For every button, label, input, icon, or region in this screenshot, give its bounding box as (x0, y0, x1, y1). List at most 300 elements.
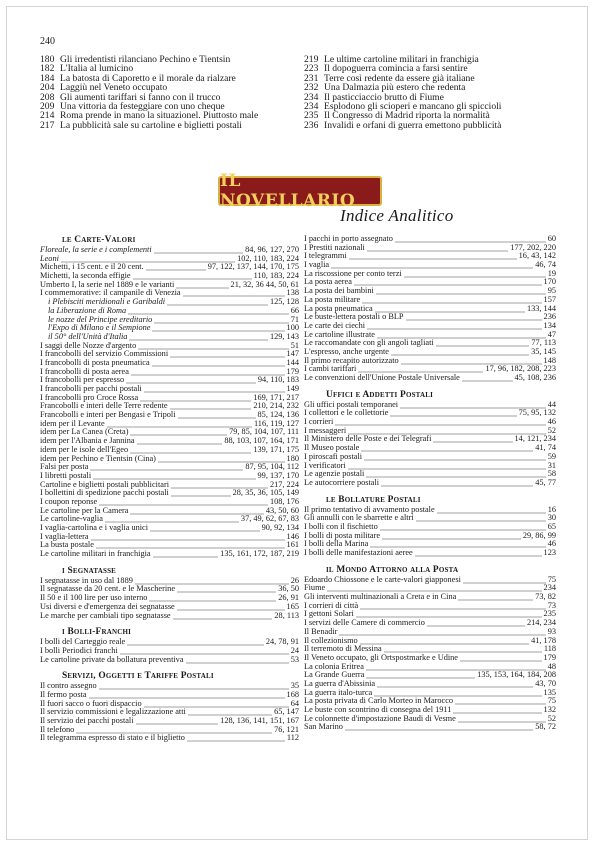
index-entry-label: Leoni (40, 254, 59, 263)
index-entry-pages: 35, 145 (531, 347, 556, 356)
index-entry-label: Il collezionismo (304, 636, 358, 645)
dot-leader (149, 594, 276, 603)
index-entry-label: Il Veneto occupato, gli Ortspostmarke e Udine (304, 653, 458, 662)
index-entry (40, 691, 299, 700)
index-entry-label: Francobolli e interi delle Terre redente (40, 402, 168, 411)
index-entry-label: I messaggeri (304, 426, 347, 435)
dot-leader (427, 619, 525, 628)
index-entry-pages: 73 (547, 601, 556, 610)
dot-leader (400, 401, 546, 410)
index-entry-pages: 41, 74 (535, 444, 556, 453)
index-entry (40, 550, 299, 559)
dot-leader (152, 324, 284, 333)
index-subtitle: Indice Analitico (340, 206, 454, 225)
index-entry (40, 350, 299, 359)
index-entry-pages: 144 (286, 358, 299, 367)
dot-leader (366, 671, 475, 680)
index-entry-pages: 43, 70 (535, 679, 556, 688)
dot-leader (416, 514, 546, 523)
index-entry-pages: 132 (543, 706, 556, 714)
index-entry-label: Il Ministero delle Poste e dei Telegrafi (304, 435, 432, 444)
dot-leader (154, 246, 243, 255)
index-entry (304, 697, 556, 706)
index-entry-label: Michetti, i 15 cent. e il 20 cent. (40, 263, 144, 272)
index-entry (304, 610, 556, 619)
index-entry-label: I libretti postali (40, 471, 92, 480)
toc-title: Il dopoguerra comincia a farsi sentire (324, 63, 468, 75)
dot-leader (395, 235, 546, 244)
index-entry-pages: 53 (290, 655, 299, 664)
dot-leader (354, 278, 542, 287)
dot-leader (177, 603, 285, 612)
index-entry (304, 645, 556, 654)
index-entry-label: I bolli delle manifestazioni aeree (304, 549, 413, 557)
toc-title: Una Dalmazia più estero che redenta (324, 82, 466, 94)
index-entry-label: I corrieri di città (304, 601, 359, 610)
index-entry-pages: 75 (547, 697, 556, 706)
toc-page-number: 236 (304, 119, 319, 131)
toc-title: Terre così redente da essere già italiane (324, 72, 475, 84)
index-entry-pages: 48 (547, 662, 556, 671)
index-entry (40, 515, 299, 524)
index-entry-pages: 24, 78, 91 (265, 638, 299, 647)
index-entry-pages: 51 (290, 341, 299, 350)
dot-leader (178, 411, 256, 420)
index-entry-pages: 59 (547, 452, 556, 461)
index-entry-label: Le convenzioni dell'Unione Postale Universale (304, 374, 460, 382)
dot-leader (136, 717, 219, 726)
index-entry-pages: 214, 234 (526, 619, 556, 628)
index-entry-label: Il terremoto di Messina (304, 645, 382, 654)
index-entry-pages: 108, 176 (269, 497, 299, 506)
index-entry (304, 602, 556, 611)
dot-leader (183, 289, 285, 298)
toc-page-number: 209 (40, 101, 55, 113)
dot-leader (137, 437, 223, 446)
toc-title: Il pasticciaccio brutto di Fiume (324, 91, 444, 103)
dot-leader (188, 708, 272, 717)
index-entry (304, 637, 556, 646)
index-entry-pages: 235 (543, 610, 556, 619)
index-entry (40, 647, 299, 656)
index-entry (40, 246, 299, 255)
dot-leader (384, 645, 542, 654)
dot-leader (187, 734, 285, 743)
dot-leader (130, 507, 263, 516)
dot-leader (360, 602, 546, 611)
dot-leader (61, 255, 235, 264)
index-entry-pages: 75, 95, 132 (518, 409, 556, 418)
dot-leader (331, 261, 533, 270)
dot-leader (370, 540, 545, 549)
index-entry-label: le nozze del Principe ereditario (48, 315, 153, 324)
index-entry-label: I bolli del Carteggio reale (40, 638, 126, 647)
index-entry (40, 594, 299, 603)
index-entry-label: I francobolli di posta pneumatica (40, 358, 150, 367)
index-entry (304, 706, 556, 715)
index-entry (304, 462, 556, 471)
index-entry (40, 428, 299, 437)
dot-leader (99, 682, 289, 691)
index-entry-pages: 28, 35, 36, 105, 149 (232, 489, 299, 498)
index-entry (304, 654, 556, 663)
index-entry-label: idem per le isole dell'Egeo (40, 445, 129, 454)
index-entry-label: La Grande Guerra (304, 671, 365, 680)
index-entry-pages: 19 (547, 269, 556, 278)
index-entry-pages: 26 (290, 576, 299, 585)
dot-leader (366, 663, 546, 672)
dot-leader (91, 533, 285, 542)
index-entry (40, 263, 299, 272)
index-entry-label: Il servizio dei pacchi postali (40, 717, 134, 725)
index-section-heading: i Bolli-Franchi (62, 627, 132, 638)
index-entry-label: Le agenzie postali (304, 470, 365, 479)
index-entry (40, 455, 299, 464)
dot-leader (130, 428, 227, 437)
index-entry (304, 287, 556, 296)
index-entry (40, 463, 299, 472)
index-entry-label: Il primo tentativo di avvamento postale (304, 505, 435, 514)
index-entry (304, 365, 556, 374)
index-entry-pages: 210, 214, 232 (253, 402, 299, 411)
dot-leader (455, 697, 546, 706)
index-entry-pages: 71 (290, 315, 299, 324)
index-entry (40, 394, 299, 403)
index-entry-label: I bolli di posta militare (304, 531, 381, 540)
index-entry-label: I francobolli del servizio Commissioni (40, 350, 169, 359)
dot-leader (173, 612, 273, 621)
dot-leader (140, 394, 251, 403)
toc-page-number: 204 (40, 82, 55, 94)
index-entry-pages: 217, 224 (269, 480, 299, 489)
dot-leader (404, 270, 546, 279)
page-number: 240 (40, 36, 55, 47)
dot-leader (128, 307, 289, 316)
index-entry-pages: 16, 43, 142 (518, 252, 556, 261)
dot-leader (401, 357, 542, 366)
index-entry-label: Edoardo Chiossone e le carte-valori giapponesi (304, 575, 461, 584)
index-entry-label: idem per l'Albania e Jannina (40, 437, 135, 446)
dot-leader (144, 385, 285, 394)
dot-leader (348, 427, 546, 436)
dot-leader (460, 654, 542, 663)
toc-page-number: 184 (40, 72, 55, 84)
index-entry-pages: 170 (543, 278, 556, 287)
toc-page-number: 234 (304, 101, 319, 113)
index-entry-pages: 95 (547, 287, 556, 296)
index-entry (40, 612, 299, 621)
index-entry-label: La colonia Eritrea (304, 662, 364, 671)
index-entry-pages: 133, 144 (526, 304, 556, 313)
dot-leader (144, 700, 289, 709)
index-entry-pages: 46 (547, 540, 556, 549)
toc-title: Laggiù nel Veneto occupato (60, 82, 168, 94)
index-entry-label: La guerra italo-turca (304, 688, 373, 697)
toc-page-number: 232 (304, 82, 319, 94)
dot-leader (433, 435, 512, 444)
dot-leader (436, 339, 530, 348)
toc-title: Invalidi e orfani di guerra emettono pubblicità (324, 119, 502, 131)
index-entry (40, 507, 299, 516)
index-entry-pages: 66 (290, 306, 299, 315)
index-entry-pages: 52 (547, 714, 556, 723)
index-entry-label: La posta dei bambini (304, 287, 374, 296)
index-entry-label: Le buste-lettera postali o BLP (304, 313, 404, 322)
dot-leader (127, 638, 264, 647)
dot-leader (391, 348, 529, 357)
index-entry (304, 261, 556, 270)
index-section-heading: le Carte-Valori (62, 235, 136, 245)
dot-leader (458, 593, 533, 602)
index-entry-pages: 17, 96, 182, 208, 223 (485, 365, 556, 374)
index-entry (304, 506, 556, 515)
index-entry-pages: 75 (547, 575, 556, 584)
index-entry (40, 333, 299, 342)
dot-leader (360, 637, 529, 646)
index-entry-label: I bolli con il fischietto (304, 522, 378, 531)
index-entry-pages: 157 (543, 295, 556, 304)
index-entry-pages: 29, 86, 99 (522, 531, 556, 540)
novellario-logo (218, 171, 382, 211)
dot-leader (171, 489, 231, 498)
toc-title: L'Italia al lumicino (60, 63, 134, 75)
index-entry-pages: 45, 108, 236 (514, 374, 556, 382)
toc-page-number: 234 (304, 91, 319, 103)
index-entry-label: I vaglia-cartolina e i vaglia unici (40, 524, 149, 532)
index-entry-label: I bolli Periodici franchi (40, 646, 118, 655)
index-entry (40, 255, 299, 264)
index-entry-label: La posta privata di Carlo Morteo in Marocco (304, 697, 454, 706)
index-entry-pages: 138 (286, 289, 299, 298)
toc-entry (304, 121, 564, 130)
index-entry-pages: 134 (543, 321, 556, 330)
index-entry-pages: 236 (543, 313, 556, 322)
dot-leader (105, 515, 239, 524)
index-entry-pages: 99, 137, 170 (257, 471, 299, 480)
dot-leader (390, 409, 516, 418)
index-entry (304, 584, 556, 593)
index-entry-pages: 135, 153, 164, 184, 208 (477, 671, 556, 680)
index-entry-label: Il fuori sacco o fuori dispaccio (40, 699, 142, 708)
dot-leader (362, 296, 541, 305)
dot-leader (463, 576, 546, 585)
index-entry (40, 472, 299, 481)
index-section-heading: il Mondo Attorno alla Posta (326, 564, 459, 575)
dot-leader (349, 252, 517, 261)
index-entry-pages: 169, 171, 217 (253, 393, 299, 402)
index-entry-pages: 180 (286, 454, 299, 463)
index-entry-pages: 129, 143 (269, 332, 299, 341)
toc-title: Le ultime cartoline militari in franchigia (324, 54, 479, 65)
index-entry-pages: 139, 171, 175 (253, 445, 299, 454)
index-entry (304, 619, 556, 628)
dot-leader (153, 550, 219, 559)
dot-leader (131, 368, 285, 377)
index-entry-pages: 37, 49, 62, 67, 83 (240, 515, 299, 524)
index-entry-pages: 123 (543, 549, 556, 557)
dot-leader (382, 532, 521, 541)
index-entry (304, 296, 556, 305)
index-entry-label: I coupon reponse (40, 497, 98, 506)
index-entry-label: Le raccomandate con gli angoli tagliati (304, 339, 434, 348)
toc-title: La pubblicità sale su cartoline e biglietti postali (60, 119, 242, 131)
dot-leader (133, 272, 252, 281)
index-entry-label: I francobolli per pacchi postali (40, 385, 142, 393)
toc-title: Una vittoria da festeggiare con uno cheque (60, 101, 225, 113)
index-entry-pages: 177, 202, 220 (510, 243, 556, 252)
index-entry (304, 427, 556, 436)
index-entry-pages: 46 (547, 418, 556, 427)
dot-leader (366, 470, 545, 479)
index-entry-label: La posta militare (304, 295, 361, 304)
index-entry-pages: 93 (547, 627, 556, 636)
index-entry (304, 689, 556, 698)
dot-leader (380, 523, 546, 532)
index-entry (304, 540, 556, 549)
index-entry-label: i Plebisciti meridionali e Garibaldi (48, 298, 166, 307)
dot-leader (107, 420, 252, 429)
dot-leader (150, 524, 260, 533)
index-entry (304, 374, 556, 383)
index-entry-label: Il primo recapito autorizzato (304, 356, 399, 365)
index-entry (40, 289, 299, 298)
dot-leader (375, 305, 525, 314)
index-entry-label: Le marche per cambiali tipo segnatasse (40, 611, 171, 620)
index-entry-label: Gli interventi multinazionali a Creta e in Cina (304, 593, 457, 602)
index-right-column (304, 235, 556, 732)
toc-title: Il Congresso di Madrid riporta la normalità (324, 110, 490, 122)
index-entry-label: La guerra d'Abissinia (304, 679, 376, 688)
toc-page-number: 223 (304, 63, 319, 75)
index-entry (304, 549, 556, 558)
index-entry (40, 541, 299, 550)
index-entry-pages: 47 (547, 330, 556, 339)
index-entry (40, 577, 299, 586)
index-entry (304, 444, 556, 453)
index-entry (304, 322, 556, 331)
dot-leader (356, 610, 542, 619)
index-entry (304, 348, 556, 357)
index-entry-label: il 50° dell'Unità d'Italia (48, 332, 128, 341)
toc-title: Esplodono gli scioperi e mancano gli spiccioli (324, 101, 502, 113)
index-entry (40, 603, 299, 612)
toc-title: La batosta di Caporetto e il morale da rialzare (60, 72, 236, 84)
index-entry (40, 481, 299, 490)
index-entry (304, 470, 556, 479)
index-entry-label: idem per La Canea (Creta) (40, 428, 129, 437)
index-entry-pages: 43, 50, 60 (265, 506, 299, 515)
index-entry (40, 385, 299, 394)
index-entry (304, 339, 556, 348)
index-entry-pages: 64 (290, 699, 299, 708)
index-entry-pages: 234 (543, 584, 556, 593)
index-entry-label: Floreale, la serie e i complementi (40, 246, 152, 254)
index-entry (40, 298, 299, 307)
dot-leader (177, 585, 276, 594)
index-entry-label: La busta postale (40, 541, 94, 550)
dot-leader (146, 263, 206, 272)
index-entry (304, 671, 556, 680)
index-entry (40, 368, 299, 377)
index-entry-pages: 31 (547, 461, 556, 470)
index-entry-label: I corrieri (304, 418, 334, 427)
index-entry-label: I francobolli per espresso (40, 376, 125, 385)
index-entry-label: L'espresso, anche urgente (304, 347, 389, 356)
index-entry-label: Francobolli e interi per Bengasi e Tripoli (40, 411, 176, 420)
index-entry-pages: 125, 128 (269, 298, 299, 307)
dot-leader (186, 656, 289, 665)
index-entry-pages: 112 (286, 734, 299, 743)
dot-leader (358, 365, 483, 374)
index-entry-label: I vaglia-lettera (40, 532, 89, 541)
index-entry-label: Umberto I, la serie nel 1889 e le varianti (40, 280, 175, 289)
dot-leader (437, 506, 546, 515)
dot-leader (345, 723, 533, 732)
toc-page-number: 217 (40, 119, 55, 131)
index-entry-pages: 79, 85, 104, 107, 111 (229, 428, 299, 437)
index-entry (40, 437, 299, 446)
index-entry-pages: 41, 178 (531, 636, 556, 645)
index-entry-label: La posta pneumatica (304, 304, 373, 313)
index-entry-label: I Prestiti nazionali (304, 243, 365, 252)
index-entry-pages: 135, 161, 172, 187, 219 (220, 550, 299, 559)
index-entry-label: I bolli della Marina (304, 540, 369, 549)
index-entry-label: Gli annulli con le sbarrette e altri (304, 514, 414, 523)
index-section-heading: Uffici e Addetti Postali (326, 389, 434, 400)
index-entry-pages: 30 (547, 514, 556, 523)
index-entry (304, 479, 556, 488)
index-entry-pages: 35 (290, 682, 299, 691)
index-entry (304, 244, 556, 253)
index-entry-label: San Marino (304, 723, 343, 732)
index-entry (40, 498, 299, 507)
index-entry-label: Gli uffici postali temporanei (304, 400, 399, 409)
index-entry (304, 313, 556, 322)
dot-leader (76, 726, 272, 735)
index-entry (40, 316, 299, 325)
index-entry (304, 409, 556, 418)
index-entry-label: Le cartoline private da bollatura preventiva (40, 655, 184, 664)
index-entry-label: Il Museo postale (304, 444, 360, 453)
index-entry-pages: 44 (547, 400, 556, 409)
index-entry-label: Il segnatasse da 20 cent. e le Mascherine (40, 585, 175, 594)
index-entry-label: I vaglia (304, 261, 330, 270)
index-entry (304, 401, 556, 410)
dot-leader (93, 472, 255, 481)
dot-leader (458, 715, 546, 724)
toc-entry (40, 121, 305, 130)
index-entry-pages: 102, 110, 183, 224 (237, 254, 299, 263)
dot-leader (158, 455, 285, 464)
dot-leader (152, 359, 285, 368)
index-entry-pages: 87, 95, 104, 112 (245, 463, 299, 472)
index-entry (304, 532, 556, 541)
index-entry (40, 376, 299, 385)
index-entry-label: Il telefono (40, 725, 75, 734)
index-entry (40, 726, 299, 735)
index-entry-pages: 85, 124, 136 (257, 411, 299, 420)
index-entry-pages: 179 (286, 367, 299, 376)
index-entry (304, 357, 556, 366)
dot-leader (376, 287, 546, 296)
index-entry-label: Falsi per posta (40, 463, 89, 472)
dot-leader (327, 584, 541, 593)
dot-leader (364, 453, 546, 462)
dot-leader (367, 244, 509, 253)
index-entry-label: Le cartoline illustrate (304, 330, 375, 339)
index-entry (40, 717, 299, 726)
dot-leader (96, 541, 285, 550)
